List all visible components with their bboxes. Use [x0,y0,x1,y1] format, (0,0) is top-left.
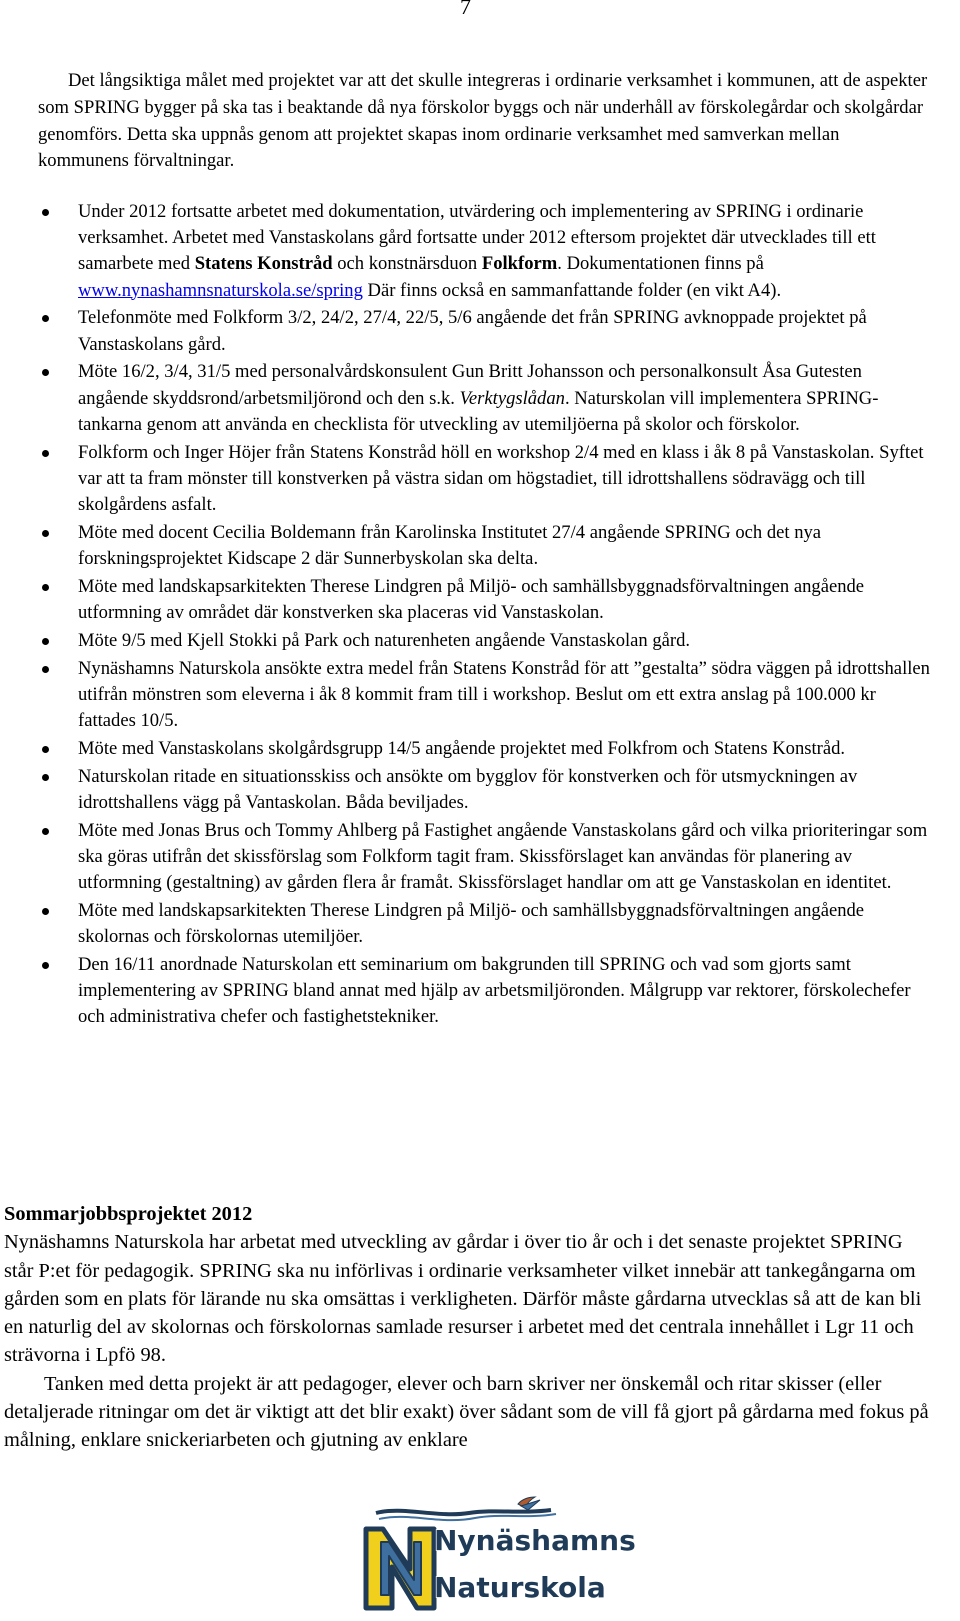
intro-paragraph: Det långsiktiga målet med projektet var att det skulle integreras i ordinarie verksamhet i kommunen, att de aspekter som SPRING bygger på ska tas i beaktande då nya förskolor byggs och när underhåll av förskolegårdar och skolgårdar genomförs. Detta ska uppnås genom att projektet skapas inom ordinarie verksamhet med samverkan mellan kommunens förvaltningar. [38,70,928,172]
activity-item: Möte med landskapsarkitekten Therese Lindgren på Miljö- och samhällsbyggnadsförvaltningen angående utformning av området där konstverken ska placeras vid Vanstaskolan. [78,574,930,626]
activity-item: Folkform och Inger Höjer från Statens Konstråd höll en workshop 2/4 med en klass i åk 8 på Vanstaskolan. Syftet var att ta fram mönster till konstverken på västra sidan om högstadiet, till idrottshallens södravägg och till skolgårdens asfalt. [78,440,930,519]
activity-item: Telefonmöte med Folkform 3/2, 24/2, 27/4, 22/5, 5/6 angående det från SPRING avknoppade projektet på Vanstaskolans gård. [78,305,930,357]
activity-text: och konstnärsduon [332,253,482,275]
activity-text: Möte 16/2, 3/4, 31/5 med personalvårdskonsulent Gun Britt Johansson och personalkonsult Åsa Gutesten angående skyddsrond/arbetsmiljörond och den s.k. [78,361,862,409]
logo-line-1: Nynäshamns [434,1524,636,1557]
documentation-link[interactable]: www.nynashamnsnaturskola.se/spring [78,279,363,301]
n-inner-icon [381,1542,421,1595]
naturskola-logo [358,1496,636,1620]
activity-text: Under 2012 fortsatte arbetet med dokumentation, utvärdering och implementering av SPRING i ordinarie verksamhet. Arbetet med Vanstaskolans gård fortsatte under 2012 eftersom projektet där utvecklades till ett samarbete med [78,201,876,275]
activity-text: . Dokumentationen finns på [557,253,764,275]
activity-text: . Naturskolan vill implementera SPRING-tankarna genom att använda en checklista för utveckling av utemiljöerna på skolor och förskolor. [78,387,879,435]
page-number: 7 [460,0,471,19]
summer-paragraph: Tanken med detta projekt är att pedagoger, elever och barn skriver ner önskemål och ritar skisser (eller detaljerade ritningar om det är viktigt att det blir exakt) över sådant som de vill få gjort på gårdarna med fokus på målning, enklare snickeriarbeten och gjutning av enklare [4,1372,929,1452]
summer-section [4,1200,934,1455]
activity-item [78,199,930,304]
activity-item: Möte med Vanstaskolans skolgårdsgrupp 14/5 angående projektet med Folkfrom och Statens Konstråd. [78,736,930,762]
activity-item: Naturskolan ritade en situationsskiss och ansökte om bygglov för konstverken och för utsmyckningen av idrottshallens vägg på Vantaskolan. Båda beviljades. [78,764,930,816]
summer-paragraph: Nynäshamns Naturskola har arbetat med utveckling av gårdar i över tio år och i det senaste projektet SPRING står P:et för pedagogik. SPRING ska nu införlivas i ordinarie verksamheter vilket innebär att tankegångarna om gården som en plats för lärande nu ska omsättas i verkligheten. Därför måste gårdarna utvecklas så att de kan bli en naturlig del av skolornas och förskolornas samlade resurser i arbetet med det centrala innehållet i Lgr 11 och strävorna i Lpfö 98. [4,1231,922,1367]
toolbox-name: Verktygslådan [459,387,565,409]
activity-item [78,359,930,438]
activity-item: Möte med landskapsarkitekten Therese Lindgren på Miljö- och samhällsbyggnadsförvaltningen angående skolornas och förskolornas utemiljöer. [78,898,930,950]
activity-list [78,199,930,1032]
logo-line-2: Naturskola [434,1571,606,1604]
activity-item: Möte 9/5 med Kjell Stokki på Park och naturenheten angående Vanstaskolan gård. [78,628,930,654]
org-name: Folkform [481,253,558,275]
activity-item: Nynäshamns Naturskola ansökte extra medel från Statens Konstråd för att ”gestalta” södra väggen på idrottshallen utifrån mönstren som eleverna i åk 8 kommit fram till i workshop. Beslut om ett extra anslag på 100.000 kr fattades 10/5. [78,656,930,735]
wave-stroke-icon [376,1510,551,1514]
org-name: Statens Konstråd [194,253,333,275]
section-heading: Sommarjobbsprojektet 2012 [4,1203,253,1225]
activity-item: Möte med Jonas Brus och Tommy Ahlberg på Fastighet angående Vanstaskolans gård och vilka prioriteringar som ska göras utifrån det skissförslag som Folkform tagit fram. Skissförslaget kan användas för planering av utformning (gestaltning) av gården flera år framåt. Skissförslaget handlar om att ge Vanstaskolan en identitet. [78,818,930,897]
activity-item: Den 16/11 anordnade Naturskolan ett seminarium om bakgrunden till SPRING och vad som gjorts samt implementering av SPRING bland annat med hjälp av arbetsmiljöronden. Målgrupp var rektorer, förskolechefer och administrativa chefer och fastighetstekniker. [78,952,930,1031]
activity-text: Där finns också en sammanfattande folder (en vikt A4). [362,279,782,301]
activity-item: Möte med docent Cecilia Boldemann från Karolinska Institutet 27/4 angående SPRING och det nya forskningsprojektet Kidscape 2 där Sunnerbyskolan ska delta. [78,520,930,572]
